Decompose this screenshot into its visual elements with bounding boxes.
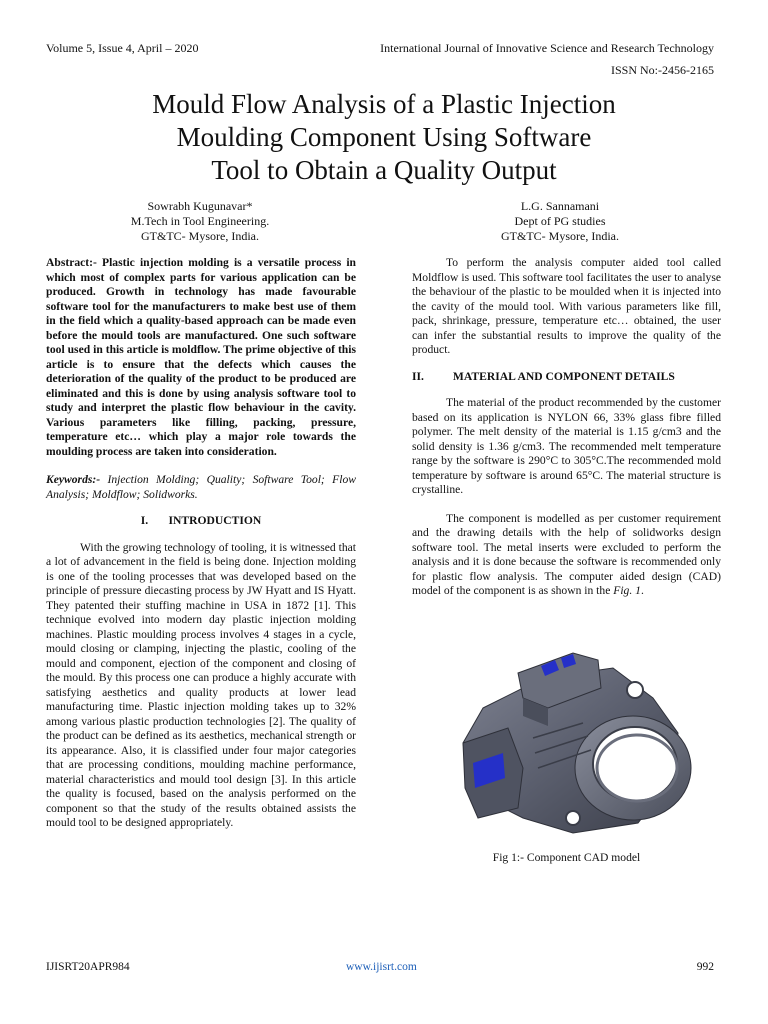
volume-info: Volume 5, Issue 4, April – 2020 bbox=[46, 41, 199, 55]
left-column bbox=[46, 256, 356, 831]
material-paragraph: The material of the product recommended by the customer based on its application is NYLON 66, 33% glass fibre filled polymer. The melt density of the material is 1.15 g/cm3 and the solid density is 1.36 g/cm3. The recommended melt temperature range by the software is 290°C to 305°C.The recommended mold temperature by software is around 65°C. The material structure is crystalline. bbox=[412, 396, 721, 496]
journal-name: International Journal of Innovative Science and Research Technology bbox=[380, 41, 714, 55]
component-paragraph bbox=[412, 512, 721, 599]
title-line: Mould Flow Analysis of a Plastic Injection bbox=[152, 89, 616, 119]
author-name: Sowrabh Kugunavar* bbox=[147, 199, 253, 213]
title-line: Moulding Component Using Software bbox=[176, 122, 592, 152]
footer-website-link[interactable]: www.ijisrt.com bbox=[346, 961, 417, 973]
figure-reference: Fig. 1 bbox=[613, 584, 641, 597]
issn: ISSN No:-2456-2165 bbox=[610, 63, 714, 77]
author-block-2 bbox=[460, 199, 660, 244]
intro-continued-paragraph: To perform the analysis computer aided tool called Moldflow is used. This software tool facilitates the user to analyse the behaviour of the plastic to be moulded when it is injected into the cavity of the mould tool. With various parameters like fill, pack, shrinkage, pressure, temperature etc… obtained, the user can infer the substantial results to improve the quality of the product. bbox=[412, 256, 721, 356]
cad-model-image bbox=[423, 638, 713, 848]
author-dept: Dept of PG studies bbox=[514, 214, 606, 228]
section-heading-material bbox=[412, 370, 721, 385]
footer-article-id: IJISRT20APR984 bbox=[46, 961, 130, 973]
footer-page-number: 992 bbox=[696, 961, 714, 973]
cad-hole-bottom bbox=[566, 811, 580, 825]
section-heading-intro bbox=[46, 514, 356, 529]
component-text-end: . bbox=[640, 584, 644, 597]
figure-caption: Fig 1:- Component CAD model bbox=[492, 851, 641, 864]
keywords-text: Injection Molding; Quality; Software Tool; Flow Analysis; Moldflow; Solidworks. bbox=[46, 473, 356, 501]
cad-model-figure bbox=[423, 638, 713, 848]
keywords-label: Keywords:- bbox=[46, 473, 101, 486]
right-column bbox=[412, 256, 721, 599]
component-text: The component is modelled as per customer requirement and the drawing details with the help of solidworks design software tool. The metal inserts were excluded to perform the analysis and it is done because the software is recommended only for plastic flow analysis. The computer aided design (CAD) model of the component is as shown in the bbox=[412, 511, 721, 597]
cad-hole-top-right bbox=[627, 682, 643, 698]
keywords bbox=[46, 473, 356, 502]
paper-title bbox=[60, 88, 708, 187]
section-number: I. bbox=[140, 514, 149, 527]
author-block-1 bbox=[100, 199, 300, 244]
section-number: II. bbox=[412, 369, 424, 383]
author-institution: GT&TC- Mysore, India. bbox=[141, 229, 259, 243]
author-name: L.G. Sannamani bbox=[520, 199, 600, 213]
author-institution: GT&TC- Mysore, India. bbox=[501, 229, 619, 243]
title-line: Tool to Obtain a Quality Output bbox=[211, 155, 557, 185]
abstract: Abstract:- Plastic injection molding is a versatile process in which most of complex parts for various application can be produced. Growth in technology has made favourable software tool for the manufacturers to make best use of them in the field which a quality-based approach can be made even before the mould tools are manufactured. One such software tool used in this article is moldflow. The prime objective of this article is to ensure that the defects which causes the deterioration of the quality of the product to be produced are eliminated and this is done by using analysis software tool to study and interpret the plastic flow behaviour in the cavity. Various parameters like filling, packing, pressure, temperature etc… which play a major role towards the moulding process are taken into consideration. bbox=[46, 256, 356, 458]
section-title: MATERIAL AND COMPONENT DETAILS bbox=[452, 369, 675, 383]
intro-paragraph: With the growing technology of tooling, it is witnessed that a lot of advancement in the field is being done. Injection molding is one of the tooling processes that was developed based on the principle of pressure diecasting process by JW Hyatt and IS Hyatt. They patented their stuffing machine in USA in 1872 [1]. This technique evolved into modern day plastic injection molding machines. Plastic moulding process involves 4 stages in a cycle, mould closing or clamping, injecting the plastic, cooling of the mould and component, ejection of the component and closing of the mould. By this process one can produce a highly accurate with satisfying aesthetics and quality products at lower lead manufacturing time. Plastic injection molding takes up to 32% among various plastic production technologies [2]. The quality of the product can be defined as its aesthetics, mechanical strength or its appearance. Also, it is classified under four major categories that are processing conditions, moulding machine performance, material characteristics and mould tool design [3]. In this article the quality is focused, based on the analysis performed on the component so that the study of the results obtained assists the mould tool to be designed appropriately. bbox=[46, 540, 356, 829]
section-title: INTRODUCTION bbox=[168, 514, 262, 527]
author-dept: M.Tech in Tool Engineering. bbox=[130, 214, 270, 228]
